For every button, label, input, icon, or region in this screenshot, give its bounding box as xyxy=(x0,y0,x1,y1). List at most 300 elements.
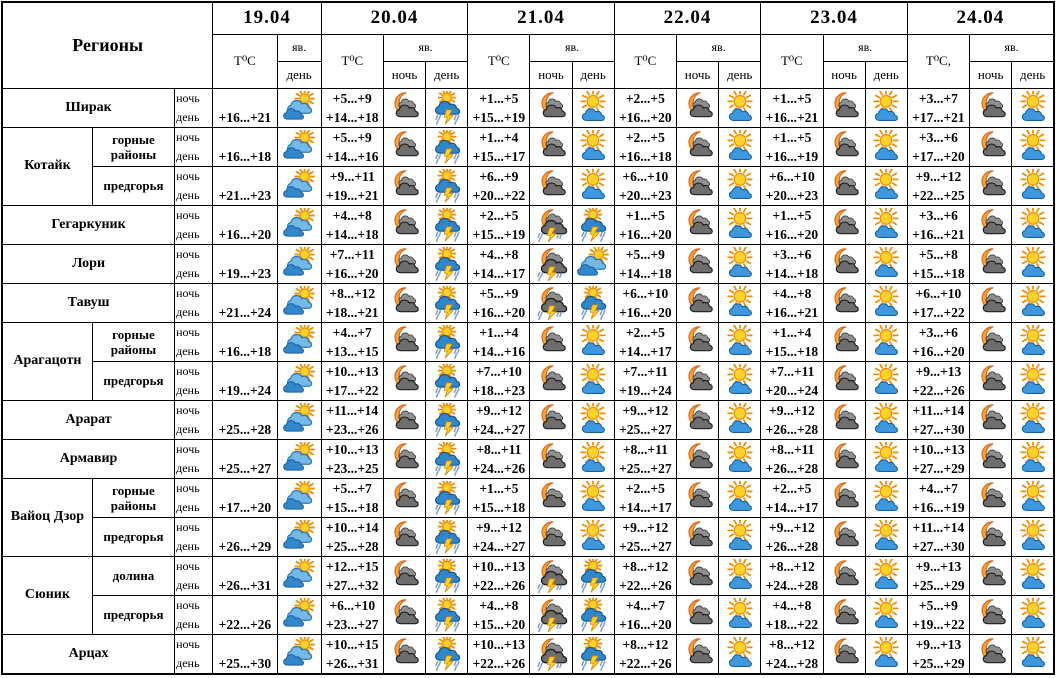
temp-cell xyxy=(907,244,969,283)
weather-icon-cell-day xyxy=(865,400,907,439)
partly-cloudy-icon xyxy=(280,247,318,281)
region-name: Тавуш xyxy=(2,283,175,322)
mostly-sunny-icon xyxy=(721,442,759,476)
forecast-row xyxy=(2,439,1054,478)
night-label: ночь xyxy=(176,90,200,105)
weather-icon-cell-night xyxy=(530,244,572,283)
temp-column-header: T⁰C xyxy=(761,34,823,88)
mostly-sunny-icon xyxy=(1014,520,1052,554)
day-thunderstorm-icon xyxy=(428,208,466,242)
weather-icon-cell-night xyxy=(383,283,425,322)
day-column-header: день xyxy=(1012,61,1054,88)
day-label: день xyxy=(176,538,200,553)
night-temp: +1...+5 xyxy=(479,90,519,106)
day-temp: +25...+29 xyxy=(912,577,965,593)
night-day-labels xyxy=(175,517,213,556)
day-temp: +14...+16 xyxy=(472,343,526,359)
night-cloud-icon xyxy=(679,364,717,398)
phenomenon-header: яв. xyxy=(676,34,760,61)
day-temp: +14...+18 xyxy=(619,265,672,281)
night-cloud-icon xyxy=(825,169,863,203)
day-temp: +15...+17 xyxy=(472,148,526,164)
night-cloud-icon xyxy=(679,598,717,632)
weather-icon-cell-day xyxy=(277,127,321,166)
temp-cell xyxy=(213,205,277,244)
night-temp: +4...+8 xyxy=(772,285,812,301)
temp-cell xyxy=(213,127,277,166)
weather-icon-cell-night xyxy=(383,634,425,674)
mostly-sunny-icon xyxy=(1014,442,1052,476)
weather-icon-cell-night xyxy=(823,478,865,517)
temp-cell xyxy=(321,634,383,674)
weather-icon-cell-day xyxy=(426,127,468,166)
mostly-sunny-icon xyxy=(1014,364,1052,398)
night-temp: +4...+7 xyxy=(918,480,958,496)
night-temp: +5...+9 xyxy=(332,90,372,106)
weather-icon-cell-night xyxy=(970,595,1012,634)
weather-icon-cell-day xyxy=(426,478,468,517)
day-temp: +18...+23 xyxy=(472,382,526,398)
partly-cloudy-icon xyxy=(280,598,318,632)
night-temp: +4...+7 xyxy=(332,324,372,340)
night-cloud-icon xyxy=(385,325,423,359)
weather-icon-cell-day xyxy=(1012,244,1054,283)
day-temp: +22...+26 xyxy=(472,577,526,593)
night-temp: +11...+14 xyxy=(326,402,379,418)
mostly-sunny-icon xyxy=(867,481,905,515)
night-temp: +11...+14 xyxy=(912,402,965,418)
day-column-header: день xyxy=(719,61,761,88)
night-temp: +8...+11 xyxy=(476,441,522,457)
weather-icon-cell-day xyxy=(572,244,614,283)
weather-icon-cell-day xyxy=(719,322,761,361)
day-thunderstorm-icon xyxy=(574,598,612,632)
subregion-name: предгорья xyxy=(92,517,174,556)
day-column-header: день xyxy=(865,61,907,88)
temp-cell xyxy=(321,400,383,439)
weather-icon-cell-day xyxy=(719,556,761,595)
temp-cell xyxy=(614,283,676,322)
night-temp: +9...+13 xyxy=(915,636,962,652)
night-temp: +6...+10 xyxy=(622,285,669,301)
weather-icon-cell-day xyxy=(277,322,321,361)
partly-cloudy-icon xyxy=(280,403,318,437)
temp-cell xyxy=(907,322,969,361)
temp-cell xyxy=(468,556,530,595)
weather-icon-cell-night xyxy=(970,439,1012,478)
weather-icon-cell-night xyxy=(676,439,718,478)
weather-icon-cell-day xyxy=(865,244,907,283)
night-cloud-icon xyxy=(972,442,1010,476)
weather-icon-cell-night xyxy=(823,166,865,205)
day-temp: +24...+28 xyxy=(765,577,819,593)
night-temp: +9...+13 xyxy=(915,558,962,574)
subregion-name: предгорья xyxy=(92,361,174,400)
region-name: Лори xyxy=(2,244,175,283)
night-cloud-icon xyxy=(532,169,570,203)
night-temp: +12...+15 xyxy=(326,558,379,574)
temp-cell xyxy=(907,517,969,556)
night-temp xyxy=(213,362,276,381)
weather-icon-cell-night xyxy=(676,88,718,127)
night-temp: +10...+13 xyxy=(472,636,526,652)
day-temp: +19...+24 xyxy=(619,382,672,398)
weather-icon-cell-night xyxy=(676,322,718,361)
night-cloud-icon xyxy=(825,364,863,398)
night-cloud-icon xyxy=(385,208,423,242)
night-temp: +9...+12 xyxy=(915,168,962,184)
weather-icon-cell-day xyxy=(1012,205,1054,244)
mostly-sunny-icon xyxy=(721,481,759,515)
night-day-labels xyxy=(175,478,213,517)
weather-icon-cell-night xyxy=(823,127,865,166)
night-temp: +1...+4 xyxy=(479,324,519,340)
weather-icon-cell-day xyxy=(865,127,907,166)
temp-cell xyxy=(468,88,530,127)
night-cloud-icon xyxy=(972,637,1010,671)
night-temp: +9...+12 xyxy=(622,402,669,418)
weather-icon-cell-night xyxy=(823,283,865,322)
weather-icon-cell-day xyxy=(277,556,321,595)
weather-icon-cell-day xyxy=(719,595,761,634)
night-cloud-icon xyxy=(532,520,570,554)
phenomenon-header: яв. xyxy=(970,34,1054,61)
weather-icon-cell-night xyxy=(823,556,865,595)
mostly-sunny-icon xyxy=(1014,169,1052,203)
weather-icon-cell-day xyxy=(865,634,907,674)
temp-cell xyxy=(761,556,823,595)
day-temp: +22...+25 xyxy=(912,187,965,203)
weather-icon-cell-day xyxy=(719,166,761,205)
mostly-sunny-icon xyxy=(1014,325,1052,359)
weather-icon-cell-day xyxy=(865,556,907,595)
weather-icon-cell-day xyxy=(865,517,907,556)
night-temp: +8...+12 xyxy=(329,285,376,301)
night-cloud-icon xyxy=(972,91,1010,125)
day-temp: +16...+19 xyxy=(912,499,965,515)
mostly-sunny-icon xyxy=(1014,559,1052,593)
night-temp: +7...+11 xyxy=(769,363,815,379)
day-temp: +15...+18 xyxy=(472,499,526,515)
weather-icon-cell-night xyxy=(530,439,572,478)
day-label: день xyxy=(176,655,200,670)
day-temp: +19...+22 xyxy=(912,616,965,632)
forecast-row xyxy=(2,283,1054,322)
night-temp: +1...+5 xyxy=(772,129,812,145)
night-cloud-icon xyxy=(532,130,570,164)
temp-cell xyxy=(213,244,277,283)
night-cloud-icon xyxy=(825,286,863,320)
forecast-row xyxy=(2,361,1054,400)
temp-cell xyxy=(761,88,823,127)
night-cloud-icon xyxy=(385,91,423,125)
mostly-sunny-icon xyxy=(574,169,612,203)
day-thunderstorm-icon xyxy=(428,403,466,437)
weather-icon-cell-day xyxy=(277,244,321,283)
day-temp: +16...+21 xyxy=(765,304,819,320)
temp-cell xyxy=(468,166,530,205)
night-label: ночь xyxy=(176,480,200,495)
day-temp: +19...+23 xyxy=(218,265,272,281)
temp-cell xyxy=(321,556,383,595)
day-thunderstorm-icon xyxy=(574,637,612,671)
weather-icon-cell-day xyxy=(719,439,761,478)
partly-cloudy-icon xyxy=(280,442,318,476)
weather-icon-cell-day xyxy=(572,88,614,127)
day-thunderstorm-icon xyxy=(428,247,466,281)
weather-icon-cell-day xyxy=(719,127,761,166)
day-column-header: день xyxy=(426,61,468,88)
mostly-sunny-icon xyxy=(574,442,612,476)
weather-icon-cell-day xyxy=(719,244,761,283)
night-label: ночь xyxy=(176,597,200,612)
temp-cell xyxy=(321,88,383,127)
weather-icon-cell-night xyxy=(823,88,865,127)
weather-icon-cell-day xyxy=(719,400,761,439)
temp-cell xyxy=(614,322,676,361)
night-cloud-icon xyxy=(532,91,570,125)
weather-icon-cell-day xyxy=(426,556,468,595)
forecast-row xyxy=(2,400,1054,439)
mostly-sunny-icon xyxy=(1014,637,1052,671)
day-thunderstorm-icon xyxy=(574,208,612,242)
weather-icon-cell-day xyxy=(277,166,321,205)
weather-icon-cell-day xyxy=(277,478,321,517)
mostly-sunny-icon xyxy=(1014,208,1052,242)
night-temp: +10...+14 xyxy=(326,519,379,535)
mostly-sunny-icon xyxy=(574,91,612,125)
temp-cell xyxy=(468,634,530,674)
forecast-row xyxy=(2,478,1054,517)
weather-icon-cell-day xyxy=(572,127,614,166)
date-header: 20.04 xyxy=(321,2,468,34)
weather-icon-cell-day xyxy=(719,478,761,517)
phenomenon-header: яв. xyxy=(530,34,614,61)
day-label: день xyxy=(176,421,200,436)
partly-cloudy-icon xyxy=(280,559,318,593)
temp-cell xyxy=(761,634,823,674)
night-temp: +1...+4 xyxy=(772,324,812,340)
mostly-sunny-icon xyxy=(1014,403,1052,437)
date-header: 24.04 xyxy=(907,2,1054,34)
weather-icon-cell-night xyxy=(676,244,718,283)
night-day-labels xyxy=(175,88,213,127)
mostly-sunny-icon xyxy=(721,364,759,398)
night-cloud-icon xyxy=(385,481,423,515)
mostly-sunny-icon xyxy=(574,130,612,164)
night-temp: +1...+4 xyxy=(479,129,519,145)
night-cloud-icon xyxy=(679,637,717,671)
day-label: день xyxy=(176,577,200,592)
temp-column-header: T⁰C xyxy=(213,34,277,88)
temp-cell xyxy=(907,478,969,517)
night-cloud-icon xyxy=(825,91,863,125)
day-temp: +17...+22 xyxy=(326,382,379,398)
weather-icon-cell-night xyxy=(676,127,718,166)
temp-cell xyxy=(614,127,676,166)
night-temp: +3...+6 xyxy=(918,207,958,223)
weather-icon-cell-night xyxy=(676,478,718,517)
day-temp: +20...+23 xyxy=(765,187,819,203)
weather-icon-cell-day xyxy=(1012,283,1054,322)
night-day-labels xyxy=(175,439,213,478)
temp-cell xyxy=(321,361,383,400)
night-day-labels xyxy=(175,244,213,283)
night-cloud-icon xyxy=(679,247,717,281)
temp-cell xyxy=(614,88,676,127)
day-temp: +22...+26 xyxy=(218,616,272,632)
night-temp: +9...+11 xyxy=(329,168,375,184)
table-body xyxy=(2,88,1054,674)
day-temp: +26...+28 xyxy=(765,460,819,476)
partly-cloudy-icon xyxy=(280,286,318,320)
temp-cell xyxy=(468,205,530,244)
night-cloud-icon xyxy=(825,130,863,164)
weather-icon-cell-night xyxy=(676,283,718,322)
forecast-row xyxy=(2,127,1054,166)
night-label: ночь xyxy=(176,402,200,417)
weather-icon-cell-night xyxy=(970,517,1012,556)
weather-icon-cell-day xyxy=(426,205,468,244)
day-temp: +16...+21 xyxy=(912,226,965,242)
partly-cloudy-icon xyxy=(280,637,318,671)
mostly-sunny-icon xyxy=(721,130,759,164)
night-cloud-icon xyxy=(825,325,863,359)
night-temp: +8...+11 xyxy=(769,441,815,457)
mostly-sunny-icon xyxy=(721,169,759,203)
weather-icon-cell-day xyxy=(1012,400,1054,439)
day-temp: +16...+18 xyxy=(619,148,672,164)
weather-icon-cell-night xyxy=(530,205,572,244)
weather-icon-cell-night xyxy=(530,88,572,127)
day-thunderstorm-icon xyxy=(428,559,466,593)
temp-cell xyxy=(213,517,277,556)
weather-icon-cell-day xyxy=(719,283,761,322)
day-temp: +14...+17 xyxy=(619,343,672,359)
day-temp: +15...+18 xyxy=(765,343,819,359)
weather-icon-cell-day xyxy=(1012,166,1054,205)
day-temp: +16...+18 xyxy=(218,343,272,359)
weather-icon-cell-night xyxy=(383,205,425,244)
temp-column-header: T⁰C xyxy=(614,34,676,88)
day-thunderstorm-icon xyxy=(428,520,466,554)
night-label: ночь xyxy=(176,285,200,300)
temp-cell xyxy=(614,205,676,244)
weather-icon-cell-night xyxy=(676,634,718,674)
night-day-labels xyxy=(175,595,213,634)
day-temp: +16...+20 xyxy=(326,265,379,281)
weather-icon-cell-night xyxy=(676,517,718,556)
forecast-row xyxy=(2,634,1054,674)
temp-cell xyxy=(614,556,676,595)
weather-icon-cell-night xyxy=(530,556,572,595)
night-temp: +9...+13 xyxy=(915,363,962,379)
temp-cell xyxy=(213,283,277,322)
forecast-row xyxy=(2,322,1054,361)
day-temp: +20...+22 xyxy=(472,187,526,203)
weather-icon-cell-night xyxy=(530,634,572,674)
temp-cell xyxy=(761,361,823,400)
day-label: день xyxy=(176,187,200,202)
weather-icon-cell-night xyxy=(383,322,425,361)
weather-icon-cell-day xyxy=(865,478,907,517)
night-temp xyxy=(213,440,276,459)
temp-cell xyxy=(213,595,277,634)
temp-cell xyxy=(468,478,530,517)
temp-cell xyxy=(907,361,969,400)
temp-cell xyxy=(761,283,823,322)
mostly-sunny-icon xyxy=(867,130,905,164)
weather-icon-cell-night xyxy=(823,634,865,674)
weather-icon-cell-day xyxy=(572,322,614,361)
day-temp: +16...+20 xyxy=(765,226,819,242)
night-cloud-icon xyxy=(825,637,863,671)
weather-icon-cell-day xyxy=(572,361,614,400)
weather-icon-cell-day xyxy=(572,478,614,517)
weather-icon-cell-day xyxy=(426,595,468,634)
night-cloud-icon xyxy=(532,364,570,398)
night-cloud-icon xyxy=(385,130,423,164)
weather-icon-cell-night xyxy=(530,322,572,361)
mostly-sunny-icon xyxy=(867,559,905,593)
temp-cell xyxy=(761,127,823,166)
night-temp: +4...+8 xyxy=(479,597,519,613)
temp-cell xyxy=(907,88,969,127)
night-column-header: ночь xyxy=(676,61,718,88)
weather-icon-cell-day xyxy=(426,166,468,205)
mostly-sunny-icon xyxy=(1014,286,1052,320)
night-temp: +3...+6 xyxy=(918,324,958,340)
night-cloud-icon xyxy=(385,559,423,593)
day-temp: +17...+21 xyxy=(912,109,965,125)
mostly-sunny-icon xyxy=(867,247,905,281)
weather-icon-cell-night xyxy=(676,205,718,244)
day-temp: +20...+24 xyxy=(765,382,819,398)
temp-cell xyxy=(761,244,823,283)
night-thunderstorm-icon xyxy=(532,286,570,320)
night-cloud-icon xyxy=(972,247,1010,281)
weather-icon-cell-day xyxy=(572,439,614,478)
weather-icon-cell-day xyxy=(572,166,614,205)
night-temp: +10...+13 xyxy=(326,441,379,457)
weather-icon-cell-night xyxy=(676,556,718,595)
mostly-sunny-icon xyxy=(867,208,905,242)
night-temp xyxy=(213,518,276,537)
day-temp: +16...+20 xyxy=(619,226,672,242)
day-temp: +25...+27 xyxy=(619,460,672,476)
night-temp: +9...+12 xyxy=(769,402,815,418)
mostly-sunny-icon xyxy=(867,91,905,125)
weather-icon-cell-night xyxy=(383,88,425,127)
night-cloud-icon xyxy=(972,286,1010,320)
weather-icon-cell-day xyxy=(572,400,614,439)
mostly-sunny-icon xyxy=(721,247,759,281)
night-cloud-icon xyxy=(825,598,863,632)
night-temp xyxy=(213,401,276,420)
partly-cloudy-icon xyxy=(574,247,612,281)
weather-icon-cell-night xyxy=(970,634,1012,674)
night-cloud-icon xyxy=(385,520,423,554)
phenomenon-header: яв. xyxy=(823,34,907,61)
night-cloud-icon xyxy=(679,286,717,320)
mostly-sunny-icon xyxy=(867,286,905,320)
night-temp: +7...+11 xyxy=(622,363,668,379)
day-thunderstorm-icon xyxy=(574,559,612,593)
partly-cloudy-icon xyxy=(280,481,318,515)
temp-cell xyxy=(907,127,969,166)
day-temp: +25...+28 xyxy=(326,538,379,554)
day-label: день xyxy=(176,226,200,241)
